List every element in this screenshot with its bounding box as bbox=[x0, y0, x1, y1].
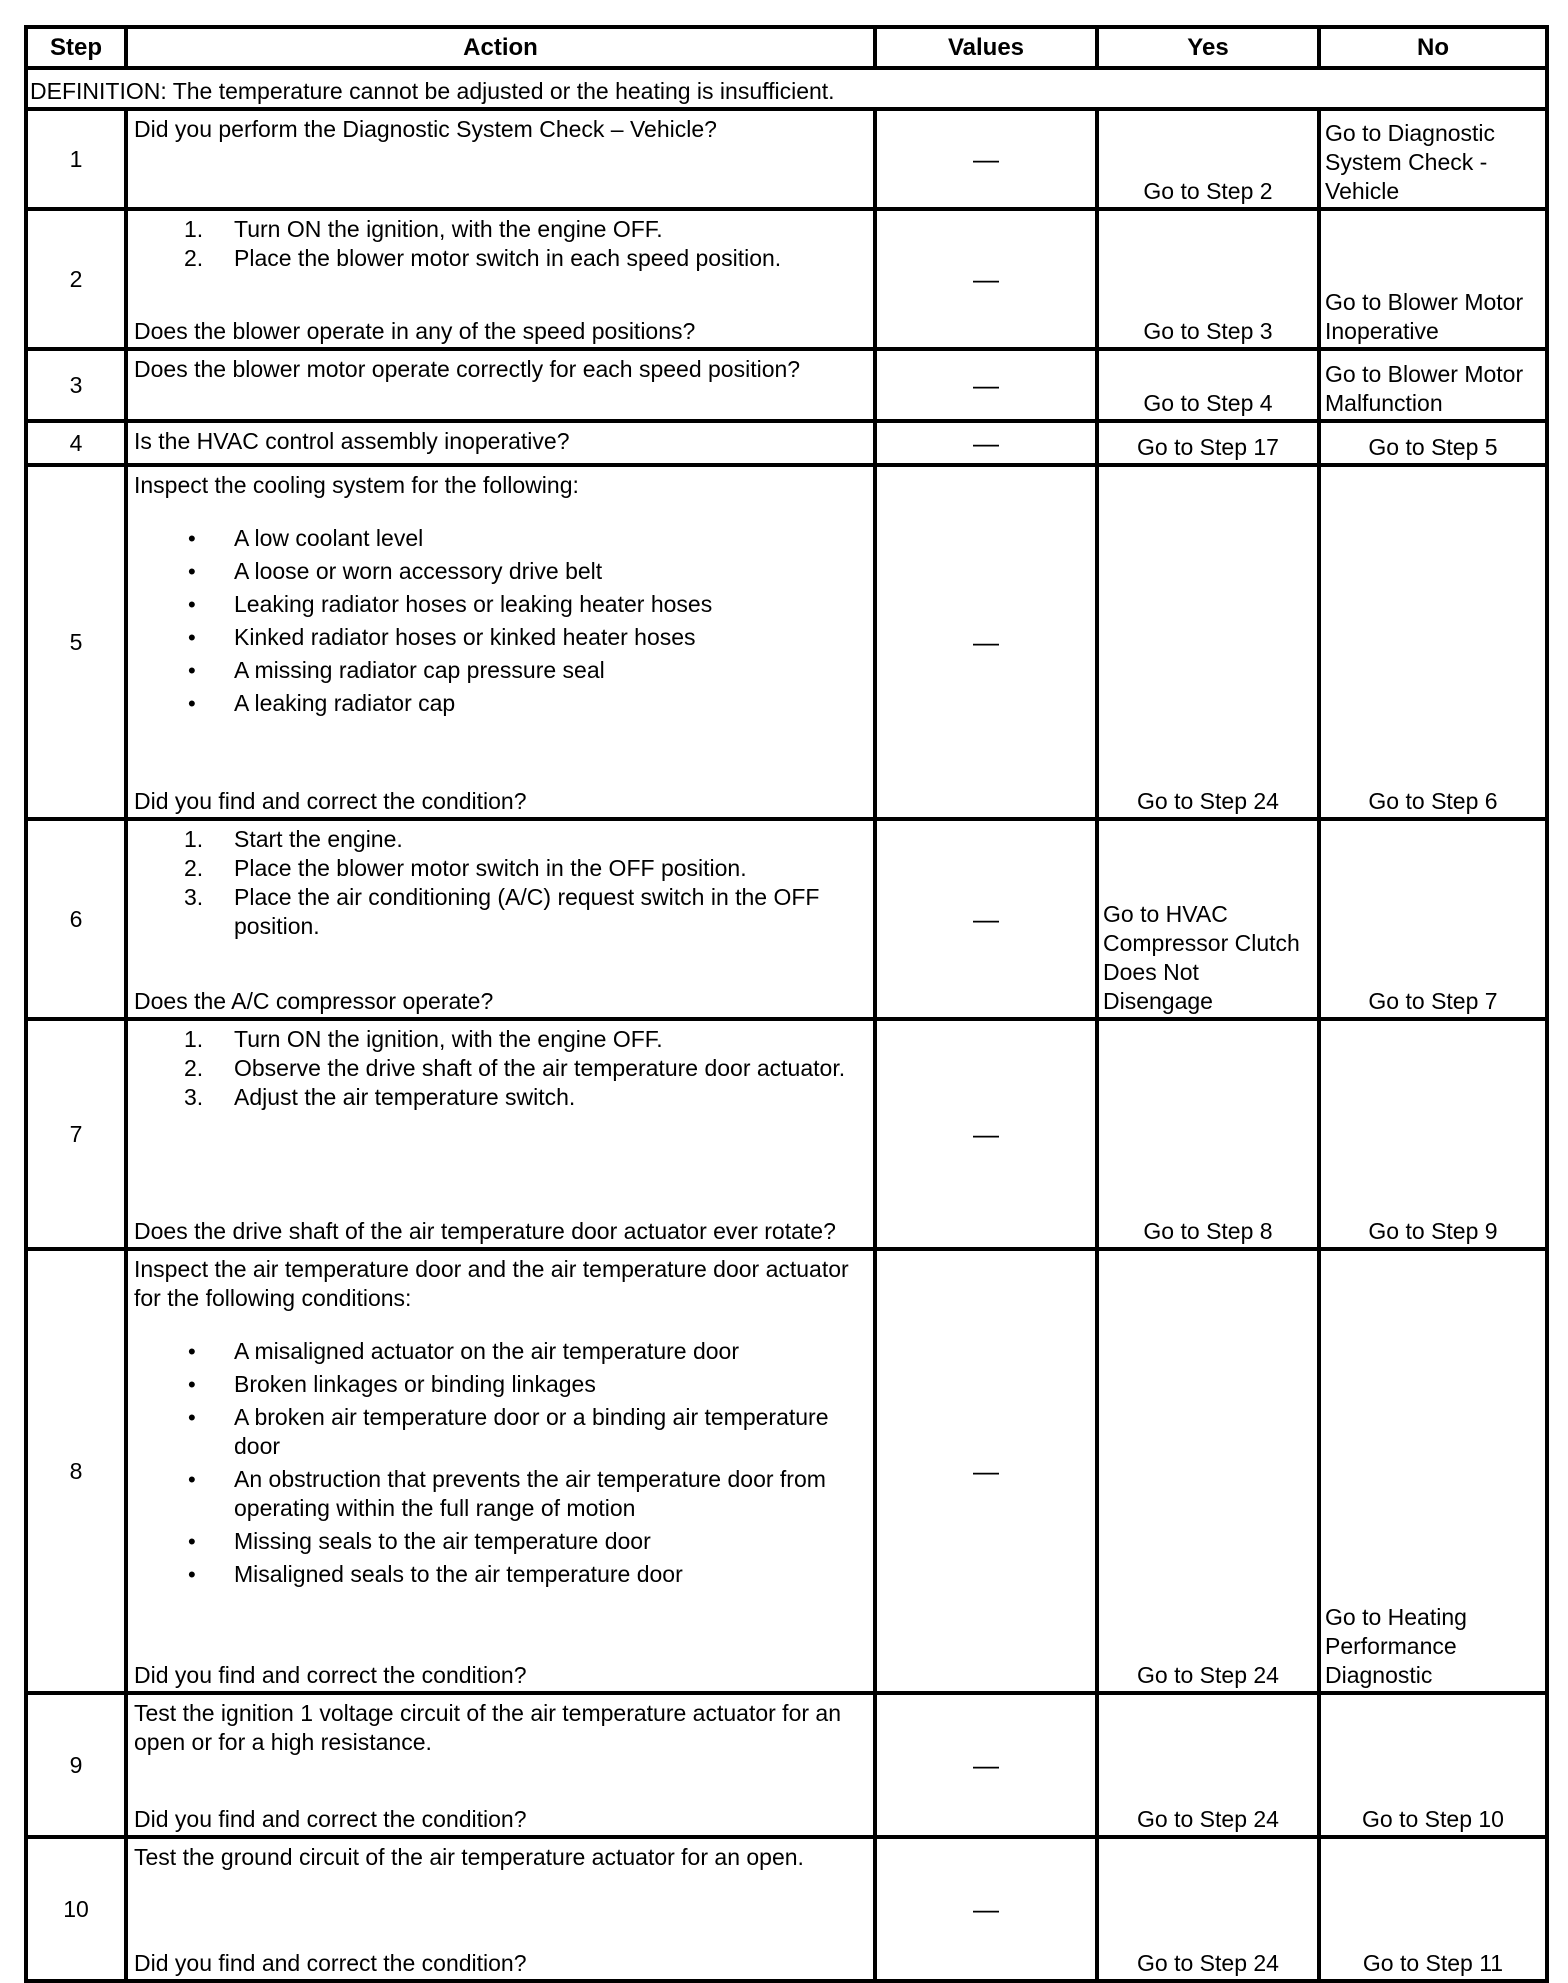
list-item: 3. Place the air conditioning (A/C) request switch in the OFF position. bbox=[184, 884, 820, 939]
step-number: 7 bbox=[26, 1019, 126, 1249]
yes-cell bbox=[1097, 819, 1319, 1019]
table-row bbox=[26, 819, 1547, 1019]
list-item: 1. Turn ON the ignition, with the engine OFF. bbox=[184, 1026, 663, 1052]
no-cell bbox=[1319, 1837, 1547, 1981]
no-cell bbox=[1319, 1019, 1547, 1249]
action-intro: Inspect the cooling system for the following: bbox=[134, 472, 579, 498]
action-cell bbox=[126, 1837, 875, 1981]
bullet-item: • Missing seals to the air temperature door bbox=[188, 1528, 651, 1554]
numbered-list bbox=[134, 1025, 867, 1112]
yes-outcome: Go to Step 3 bbox=[1143, 318, 1273, 344]
value-cell: — bbox=[875, 819, 1097, 1019]
action-cell bbox=[126, 109, 875, 209]
no-outcome: Go to Step 9 bbox=[1368, 1218, 1498, 1244]
yes-cell bbox=[1097, 465, 1319, 819]
action-intro: Does the blower motor operate correctly for each speed position? bbox=[134, 356, 801, 382]
yes-cell bbox=[1097, 1837, 1319, 1981]
action-question: Did you find and correct the condition? bbox=[134, 788, 527, 814]
list-item: 2. Observe the drive shaft of the air temperature door actuator. bbox=[184, 1055, 846, 1081]
diagnostic-table bbox=[24, 25, 1549, 1983]
bullet-item: • A loose or worn accessory drive belt bbox=[188, 558, 603, 584]
bullet-list bbox=[134, 1337, 867, 1589]
action-question: Does the blower operate in any of the speed positions? bbox=[134, 318, 696, 344]
header-no: No bbox=[1319, 27, 1547, 68]
no-cell bbox=[1319, 421, 1547, 465]
no-outcome: Go to Step 11 bbox=[1362, 1950, 1504, 1976]
bullet-item: • Broken linkages or binding linkages bbox=[188, 1371, 596, 1397]
numbered-list bbox=[134, 215, 867, 273]
table-row bbox=[26, 109, 1547, 209]
yes-outcome: Go to Step 24 bbox=[1137, 1806, 1279, 1832]
header-step: Step bbox=[26, 27, 126, 68]
value-cell: — bbox=[875, 109, 1097, 209]
bullet-item: • An obstruction that prevents the air temperature door from operating within the full range of motion bbox=[188, 1466, 826, 1521]
step-number: 8 bbox=[26, 1249, 126, 1693]
step-number: 2 bbox=[26, 209, 126, 349]
action-question: Did you find and correct the condition? bbox=[134, 1662, 527, 1688]
list-item: 1. Start the engine. bbox=[184, 826, 403, 852]
no-outcome: Go to Diagnostic System Check - Vehicle bbox=[1325, 120, 1496, 204]
action-intro: Inspect the air temperature door and the air temperature door actuator for the following conditions: bbox=[134, 1256, 849, 1311]
action-cell bbox=[126, 819, 875, 1019]
step-number: 3 bbox=[26, 349, 126, 421]
bullet-item: • A misaligned actuator on the air temperature door bbox=[188, 1338, 740, 1364]
table-row bbox=[26, 209, 1547, 349]
step-number: 9 bbox=[26, 1693, 126, 1837]
value-cell: — bbox=[875, 421, 1097, 465]
bullet-item: • A broken air temperature door or a binding air temperature door bbox=[188, 1404, 829, 1459]
yes-cell bbox=[1097, 209, 1319, 349]
no-cell bbox=[1319, 465, 1547, 819]
list-item: 2. Place the blower motor switch in each speed position. bbox=[184, 245, 782, 271]
step-number: 1 bbox=[26, 109, 126, 209]
yes-outcome: Go to HVAC Compressor Clutch Does Not Disengage bbox=[1103, 901, 1300, 1014]
table-row bbox=[26, 1019, 1547, 1249]
table-row bbox=[26, 465, 1547, 819]
yes-outcome: Go to Step 8 bbox=[1143, 1218, 1273, 1244]
action-cell bbox=[126, 1693, 875, 1837]
value-cell: — bbox=[875, 209, 1097, 349]
yes-outcome: Go to Step 17 bbox=[1137, 434, 1279, 460]
value-cell: — bbox=[875, 349, 1097, 421]
no-cell bbox=[1319, 1693, 1547, 1837]
bullet-list bbox=[134, 524, 867, 718]
value-cell: — bbox=[875, 1019, 1097, 1249]
list-item: 3. Adjust the air temperature switch. bbox=[184, 1084, 576, 1110]
bullet-item: • Misaligned seals to the air temperature door bbox=[188, 1561, 683, 1587]
step-number: 6 bbox=[26, 819, 126, 1019]
no-cell bbox=[1319, 1249, 1547, 1693]
no-cell bbox=[1319, 349, 1547, 421]
header-row bbox=[26, 27, 1547, 68]
no-outcome: Go to Step 6 bbox=[1368, 788, 1498, 814]
no-outcome: Go to Step 5 bbox=[1368, 434, 1498, 460]
action-question: Does the A/C compressor operate? bbox=[134, 988, 494, 1014]
yes-cell bbox=[1097, 349, 1319, 421]
value-cell: — bbox=[875, 1693, 1097, 1837]
bullet-item: • Leaking radiator hoses or leaking heater hoses bbox=[188, 591, 713, 617]
yes-cell bbox=[1097, 109, 1319, 209]
value-cell: — bbox=[875, 465, 1097, 819]
header-values: Values bbox=[875, 27, 1097, 68]
bullet-item: • A low coolant level bbox=[188, 525, 424, 551]
yes-outcome: Go to Step 4 bbox=[1143, 390, 1273, 416]
list-item: 2. Place the blower motor switch in the OFF position. bbox=[184, 855, 747, 881]
action-question: Did you find and correct the condition? bbox=[134, 1950, 527, 1976]
action-cell bbox=[126, 1249, 875, 1693]
bullet-item: • A missing radiator cap pressure seal bbox=[188, 657, 605, 683]
no-outcome: Go to Blower Motor Inoperative bbox=[1325, 289, 1524, 344]
action-intro: Did you perform the Diagnostic System Check – Vehicle? bbox=[134, 116, 717, 142]
value-cell: — bbox=[875, 1837, 1097, 1981]
numbered-list bbox=[134, 825, 867, 941]
action-cell bbox=[126, 421, 875, 465]
no-outcome: Go to Heating Performance Diagnostic bbox=[1325, 1604, 1467, 1688]
no-outcome: Go to Step 10 bbox=[1362, 1806, 1504, 1832]
header-yes: Yes bbox=[1097, 27, 1319, 68]
header-action: Action bbox=[126, 27, 875, 68]
no-cell bbox=[1319, 819, 1547, 1019]
action-cell bbox=[126, 465, 875, 819]
yes-outcome: Go to Step 2 bbox=[1143, 178, 1273, 204]
yes-cell bbox=[1097, 421, 1319, 465]
definition-text: DEFINITION: The temperature cannot be adjusted or the heating is insufficient. bbox=[26, 68, 1547, 109]
value-cell: — bbox=[875, 1249, 1097, 1693]
yes-cell bbox=[1097, 1019, 1319, 1249]
table-row bbox=[26, 1693, 1547, 1837]
table-row bbox=[26, 1249, 1547, 1693]
list-item: 1. Turn ON the ignition, with the engine OFF. bbox=[184, 216, 663, 242]
no-outcome: Go to Step 7 bbox=[1368, 988, 1498, 1014]
step-number: 10 bbox=[26, 1837, 126, 1981]
yes-outcome: Go to Step 24 bbox=[1137, 788, 1279, 814]
action-cell bbox=[126, 1019, 875, 1249]
yes-cell bbox=[1097, 1693, 1319, 1837]
no-cell bbox=[1319, 209, 1547, 349]
bullet-item: • Kinked radiator hoses or kinked heater hoses bbox=[188, 624, 696, 650]
table-row bbox=[26, 349, 1547, 421]
yes-outcome: Go to Step 24 bbox=[1137, 1950, 1279, 1976]
action-intro: Is the HVAC control assembly inoperative? bbox=[134, 428, 570, 454]
step-number: 4 bbox=[26, 421, 126, 465]
definition-row bbox=[26, 68, 1547, 109]
table-row bbox=[26, 1837, 1547, 1981]
action-intro: Test the ground circuit of the air temperature actuator for an open. bbox=[134, 1844, 804, 1870]
action-cell bbox=[126, 349, 875, 421]
action-intro: Test the ignition 1 voltage circuit of the air temperature actuator for an open or for a high resistance. bbox=[134, 1700, 841, 1755]
step-number: 5 bbox=[26, 465, 126, 819]
action-question: Did you find and correct the condition? bbox=[134, 1806, 527, 1832]
action-cell bbox=[126, 209, 875, 349]
action-question: Does the drive shaft of the air temperature door actuator ever rotate? bbox=[134, 1218, 836, 1244]
table-row bbox=[26, 421, 1547, 465]
bullet-item: • A leaking radiator cap bbox=[188, 690, 456, 716]
yes-cell bbox=[1097, 1249, 1319, 1693]
no-outcome: Go to Blower Motor Malfunction bbox=[1325, 361, 1524, 416]
yes-outcome: Go to Step 24 bbox=[1137, 1662, 1279, 1688]
no-cell bbox=[1319, 109, 1547, 209]
